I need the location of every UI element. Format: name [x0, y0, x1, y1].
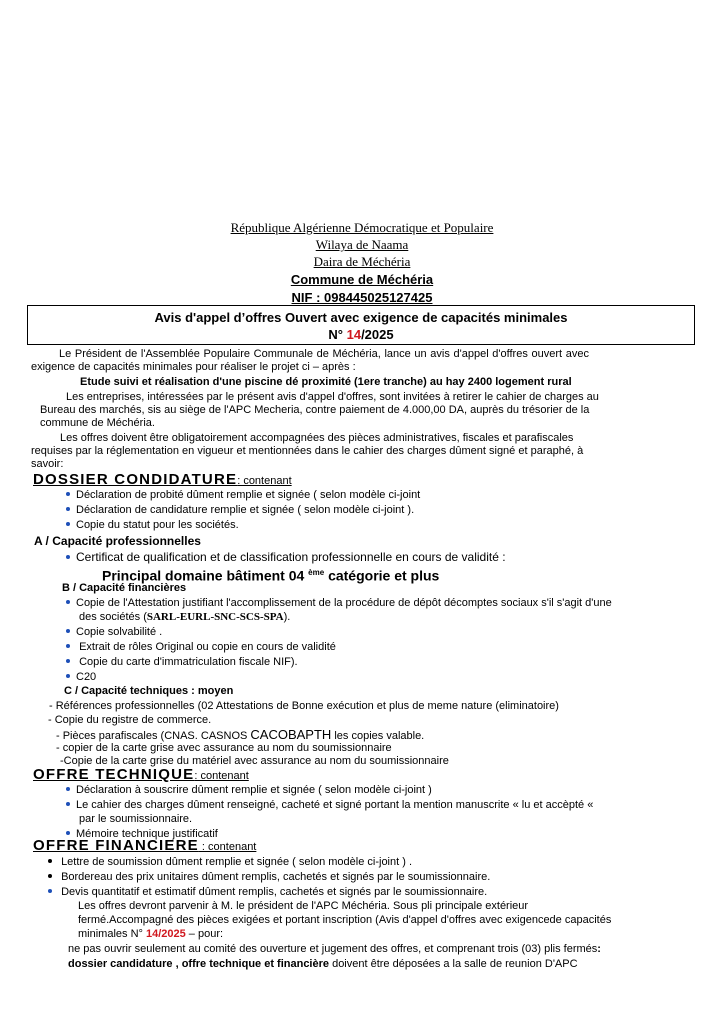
submission-text-bold: dossier candidature , offre technique et financière	[68, 958, 330, 970]
intro-paragraph: Les entreprises, intéressées par le présent avis d'appel d'offres, sont invitées à retirer le cahier de charges au	[66, 391, 599, 403]
capacity-c-title: C / Capacité techniques : moyen	[64, 685, 234, 697]
list-item	[66, 656, 298, 669]
bullet-icon	[66, 831, 70, 835]
capacity-a-title: A / Capacité professionnelles	[34, 534, 201, 548]
list-item	[66, 550, 506, 564]
list-item-text: Copie du carte d'immatriculation fiscale NIF).	[79, 656, 298, 668]
intro-paragraph: commune de Méchéria.	[40, 417, 155, 429]
bullet-icon	[66, 644, 70, 648]
list-item-text: Le cahier des charges dûment renseigné, cacheté et signé portant la mention manuscrite « lu et accèpté «	[76, 799, 594, 811]
list-item-text: Certificat de qualification et de classification professionnelle en cours de validité :	[76, 550, 506, 564]
company-types: SARL-EURL-SNC-SCS-SPA	[146, 611, 284, 623]
avis-number-reference: 14/2025	[145, 928, 186, 940]
capacity-c-line: - copier de la carte grise avec assurance au nom du soumissionnaire	[56, 742, 392, 754]
capacity-c-line: -Copie de la carte grise du matériel avec assurance au nom du soumissionnaire	[60, 755, 449, 767]
bullet-icon	[66, 522, 70, 526]
intro-line: Le Président de l'Assemblée Populaire Communale de Méchéria, lance un avis d'appel d'offres ouvert avec	[59, 348, 589, 360]
capacity-c-line	[56, 728, 424, 743]
bullet-icon	[66, 787, 70, 791]
capacity-c-text: les copies valable.	[331, 730, 425, 742]
section-offre-financiere	[33, 838, 256, 855]
avis-title: Avis d'appel d’offres Ouvert avec exigence de capacités minimales	[154, 310, 568, 325]
list-item-text: Devis quantitatif et estimatif dûment remplis, cachetés et signés par le soumissionnaire.	[61, 886, 488, 898]
bullet-icon	[48, 889, 52, 893]
bullet-icon	[48, 859, 52, 863]
domain-superscript: ème	[308, 568, 325, 577]
submission-text-part: ne pas ouvrir seulement au comité des ouverture et jugement des offres, et comprenant trois (03) plis fermés	[68, 943, 598, 955]
list-item	[66, 489, 420, 502]
list-item-text: Lettre de soumission dûment remplie et signée ( selon modèle ci-joint ) .	[61, 856, 413, 868]
wilaya-heading: Wilaya de Naama	[315, 237, 409, 252]
avis-number	[28, 326, 694, 343]
list-item-text: Déclaration de candidature remplie et signée ( selon modèle ci-joint ).	[76, 504, 415, 516]
submission-text-part: doivent être déposées a la salle de reunion D'APC	[329, 958, 578, 970]
submission-text-part: – pour:	[185, 928, 224, 940]
intro-line: exigence de capacités minimales pour réaliser le projet ci – après :	[31, 361, 356, 373]
list-item	[66, 597, 612, 610]
bullet-icon	[66, 555, 70, 559]
list-item	[48, 856, 412, 869]
list-item	[66, 671, 96, 684]
section-title: OFFRE FINANCIERE	[33, 837, 199, 854]
republic-heading: République Algérienne Démocratique et Populaire	[230, 220, 494, 235]
list-item-text: ).	[283, 611, 291, 623]
bullet-icon	[66, 629, 70, 633]
bullet-icon	[66, 802, 70, 806]
submission-text: Les offres devront parvenir à M. le président de l'APC Méchéria. Sous pli principale extérieur	[78, 900, 529, 912]
list-item-text: Déclaration de probité dûment remplie et signée ( selon modèle ci-joint	[76, 489, 421, 501]
avis-number-prefix: N°	[328, 327, 347, 342]
section-tail: : contenant	[194, 770, 249, 782]
intro-paragraph: savoir:	[31, 458, 64, 470]
submission-text	[68, 958, 578, 971]
avis-number-year: /2025	[361, 327, 394, 342]
capacity-c-line: - Références professionnelles (02 Attestations de Bonne exécution et plus de meme nature (eliminatoire)	[49, 700, 559, 712]
domain-text: catégorie et plus	[324, 567, 440, 584]
submission-text: fermé.Accompagné des pièces exigées et portant inscription (Avis d'appel d'offres avec exigencede capacités	[78, 914, 612, 926]
bullet-icon	[66, 659, 70, 663]
submission-text-part: minimales N°	[78, 928, 146, 940]
bullet-icon	[66, 492, 70, 496]
list-item-text: Copie de l'Attestation justifiant l'accomplissement de la procédure de dépôt décomptes sociaux s'il s'agit d'une	[76, 597, 612, 609]
list-item-continuation	[79, 611, 290, 624]
section-tail: : contenant	[237, 475, 292, 487]
section-title: OFFRE TECHNIQUE	[33, 766, 195, 783]
list-item-text: C20	[76, 671, 97, 683]
list-item-text: Bordereau des prix unitaires dûment remplis, cachetés et signés par le soumissionnaire.	[61, 871, 491, 883]
capacity-b-title: B / Capacité financières	[62, 582, 187, 594]
intro-paragraph: requises par la réglementation en vigueur et mentionnées dans le cahier des charges dûment signé et paraphé, à	[31, 445, 584, 457]
nif-heading: NIF : 098445025127425	[291, 290, 433, 305]
capacity-c-line: - Copie du registre de commerce.	[48, 714, 212, 726]
capacity-c-text: - Pièces parafiscales (CNAS. CASNOS	[56, 730, 251, 742]
list-item	[66, 626, 162, 639]
list-item-text: Mémoire technique justificatif	[76, 828, 218, 840]
bullet-icon	[66, 674, 70, 678]
list-item	[66, 504, 414, 517]
list-item-text: des sociétés (	[79, 611, 147, 623]
submission-text-part: :	[597, 943, 601, 955]
list-item-text: Déclaration à souscrire dûment remplie et signée ( selon modèle ci-joint )	[76, 784, 432, 796]
project-title: Etude suivi et réalisation d'une piscine dé proximité (1ere tranche) au hay 2400 logement rural	[80, 376, 572, 388]
list-item-text: Extrait de rôles Original ou copie en cours de validité	[79, 641, 336, 653]
bullet-icon	[66, 600, 70, 604]
list-item	[66, 784, 432, 797]
bullet-icon	[48, 874, 52, 878]
section-dossier-candidature	[33, 472, 292, 489]
list-item-continuation: par le soumissionnaire.	[79, 813, 193, 825]
list-item	[66, 519, 239, 532]
list-item	[48, 886, 487, 899]
list-item	[48, 871, 490, 884]
avis-title-box	[27, 305, 695, 345]
section-offre-technique	[33, 767, 249, 784]
list-item	[66, 799, 593, 812]
submission-text	[78, 928, 223, 941]
section-title: DOSSIER CONDIDATURE	[33, 471, 238, 488]
intro-paragraph: Les offres doivent être obligatoirement accompagnées des pièces administratives, fiscales et parafiscales	[60, 432, 574, 444]
submission-text	[68, 943, 601, 956]
domain-text: Principal domaine bâtiment 04	[102, 567, 309, 584]
section-tail: : contenant	[198, 841, 257, 853]
list-item-text: Copie solvabilité .	[76, 626, 163, 638]
cacobapth-text: CACOBAPTH	[250, 727, 332, 742]
intro-paragraph: Bureau des marchés, sis au siège de l'APC Mecheria, contre paiement de 4.000,00 DA, auprès du trésorier de la	[40, 404, 590, 416]
list-item-text: Copie du statut pour les sociétés.	[76, 519, 239, 531]
daira-heading: Daira de Méchéria	[313, 254, 411, 269]
avis-number-value: 14	[346, 327, 362, 342]
list-item	[66, 641, 336, 654]
commune-heading: Commune de Méchéria	[290, 272, 434, 287]
bullet-icon	[66, 507, 70, 511]
